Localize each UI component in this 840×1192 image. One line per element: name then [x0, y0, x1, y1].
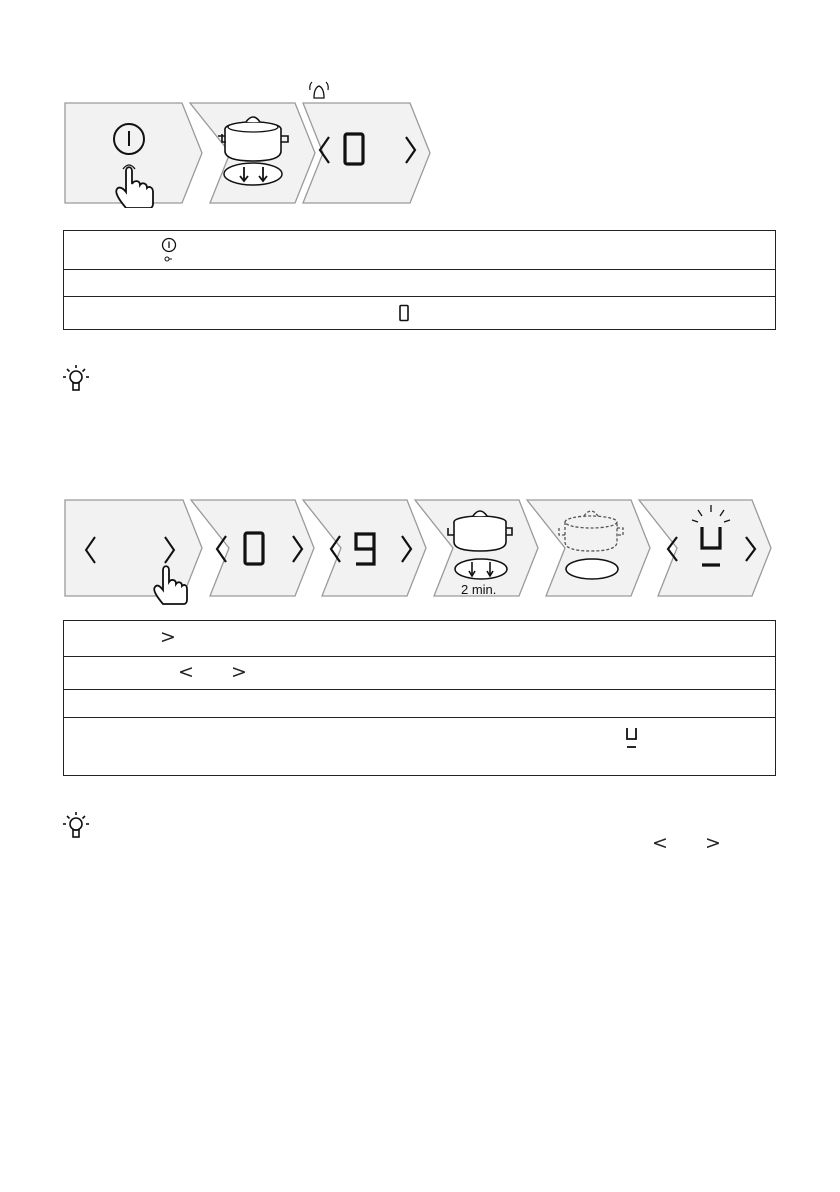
- arrow-right-icon: >: [231, 661, 247, 683]
- sequence-1-row-3: [64, 296, 775, 329]
- pot-on-zone-caption: 2 min.: [461, 582, 497, 597]
- sequence-2-table: [63, 620, 776, 776]
- power-key-icon: [161, 237, 177, 263]
- panel-display-zero: [191, 500, 314, 596]
- panel-power-touch: [65, 103, 202, 208]
- panel-display-u-blink: [639, 500, 771, 596]
- panel-pot-removed: [190, 103, 315, 203]
- arrow-right-icon: >: [160, 626, 176, 648]
- panel-alarm-display: [303, 82, 430, 203]
- segment-zero-icon: [398, 304, 410, 322]
- pot-removed-icon: [218, 117, 288, 185]
- tip-1-bulb-icon: [62, 363, 90, 393]
- sequence-2-row-3: [64, 689, 775, 717]
- sequence-2-row-1: [64, 621, 775, 656]
- sequence-1-strip: [60, 76, 440, 208]
- arrow-left-icon: <: [178, 661, 194, 683]
- sequence-2-row-4: [64, 717, 775, 775]
- sequence-1-row-1: [64, 231, 775, 269]
- sequence-1-row-2: [64, 269, 775, 296]
- segment-u-icon: [625, 726, 639, 750]
- tip-2-arrow-left-icon: <: [652, 832, 668, 854]
- sequence-1-table: [63, 230, 776, 330]
- panel-pot-lifted: [527, 500, 650, 596]
- pot-on-zone-icon: [448, 511, 512, 579]
- sequence-2-row-2: [64, 656, 775, 689]
- sequence-2-strip: [60, 492, 780, 608]
- tip-2-bulb-icon: [62, 810, 90, 840]
- panel-display-nine: [303, 500, 426, 596]
- panel-arrows-touch: [65, 500, 202, 604]
- tip-2-arrow-right-icon: >: [705, 832, 721, 854]
